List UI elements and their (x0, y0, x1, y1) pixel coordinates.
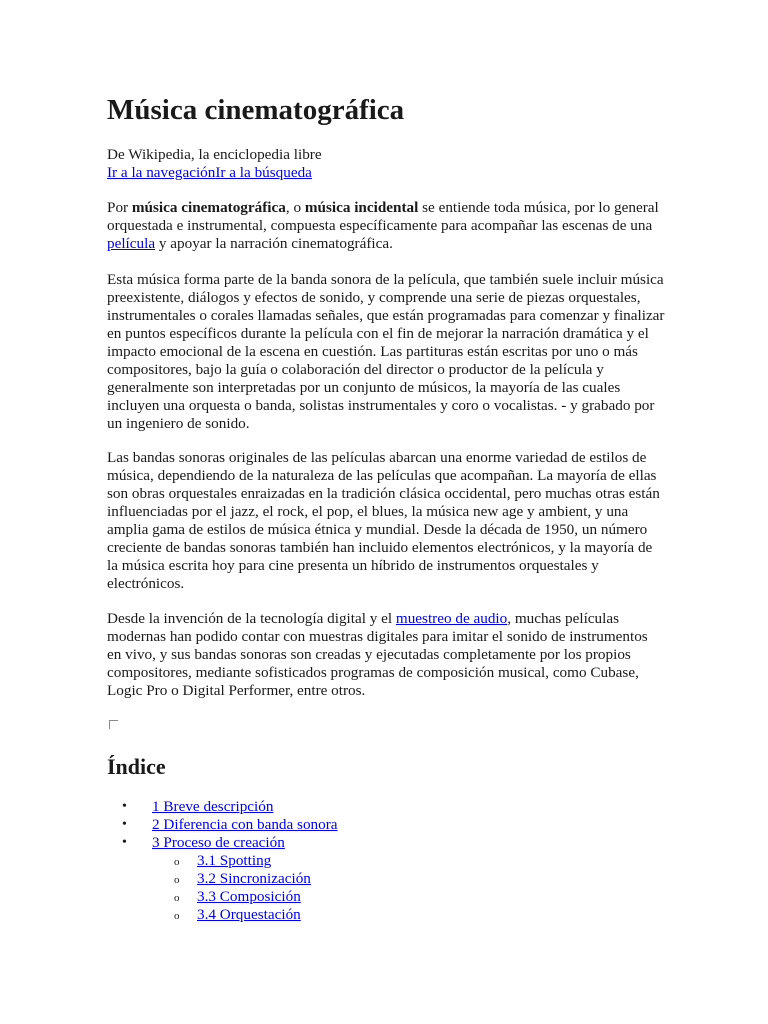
p4-text-2: , muchas películas modernas han podido contar con muestras digitales para imitar el sonido de instrumentos en vivo, y sus bandas sonoras son creadas y ejecutadas completamente por los propios compositores, mediante sofisticados programas de composición musical, como Cubase, Logic Pro o Digital Performer, entre otros. (107, 610, 648, 699)
bullet-icon: • (122, 835, 127, 850)
circle-bullet-icon: o (174, 892, 180, 904)
term-musica-cinematografica: música cinematográfica (131, 199, 286, 216)
bullet-icon: • (122, 817, 127, 832)
toc-toggle-checkbox[interactable] (109, 720, 118, 729)
toc-heading: Índice (107, 754, 166, 779)
site-tagline: De Wikipedia, la enciclopedia libre (107, 146, 322, 163)
muestreo-de-audio-link[interactable]: muestreo de audio (395, 610, 508, 627)
page-title: Música cinematográfica (107, 94, 405, 126)
toc-link-spotting[interactable]: 3.1 Spotting (197, 852, 272, 869)
p1-text-2: , o (285, 199, 305, 216)
paragraph-3: Las bandas sonoras originales de las películas abarcan una enorme variedad de estilos de música, dependiendo de la naturaleza de las películas que acompañan. La mayoría de ellas son obras orquestales enraizadas en la tradición clásica occidental, pero muchas otras están influenciadas por el jazz, el rock, el pop, el blues, la música new age y ambient, y una amplia gama de estilos de música étnica y mundial. Desde la década de 1950, un número creciente de bandas sonoras también han incluido elementos electrónicos, y la mayoría de la música escrita hoy para cine presenta un híbrido de instrumentos orquestales y electrónicos. (107, 449, 660, 592)
p1-text-1: Por (107, 199, 132, 216)
toc-item (107, 816, 338, 834)
paragraph-2: Esta música forma parte de la banda sonora de la película, que también suele incluir música preexistente, diálogos y efectos de sonido, y comprende una serie de piezas orquestales, instrumentales o corales llamadas señales, que están programadas para comenzar y finalizar en puntos específicos durante la película con el fin de mejorar la narración dramática y el impacto emocional de la escena en cuestión. Las partituras están escritas por uno o más compositores, bajo la guía o colaboración del director o productor de la película y generalmente son interpretadas por un conjunto de músicos, la mayoría de las cuales incluyen una orquesta o banda, solistas instrumentales y coro o vocalistas. - y grabado por un ingeniero de sonido. (107, 271, 665, 432)
toc-subitem (152, 870, 338, 888)
paragraph-4 (107, 610, 665, 700)
toc-link-diferencia-banda-sonora[interactable]: 2 Diferencia con banda sonora (152, 816, 338, 833)
jump-to-navigation-link[interactable]: Ir a la navegación (107, 164, 216, 181)
p1-text-4: y apoyar la narración cinematográfica. (155, 235, 393, 252)
toc-subitem (152, 888, 338, 906)
toc-subitem (152, 852, 338, 870)
toc-link-orquestacion[interactable]: 3.4 Orquestación (197, 906, 301, 923)
toc-link-sincronizacion[interactable]: 3.2 Sincronización (197, 870, 311, 887)
circle-bullet-icon: o (174, 874, 180, 886)
jump-to-search-link[interactable]: Ir a la búsqueda (215, 164, 312, 181)
toc-link-proceso-de-creacion[interactable]: 3 Proceso de creación (152, 834, 285, 851)
p4-text-1: Desde la invención de la tecnología digital y el (107, 610, 396, 627)
toc-list (107, 798, 338, 924)
p1-text-3: se entiende toda música, por lo general orquestada e instrumental, compuesta específicamente para acompañar las escenas de una (107, 199, 659, 234)
circle-bullet-icon: o (174, 910, 180, 922)
bullet-icon: • (122, 799, 127, 814)
toc-link-composicion[interactable]: 3.3 Composición (197, 888, 301, 905)
jump-links (107, 164, 312, 182)
toc-item (107, 798, 338, 816)
intro-paragraph (107, 199, 665, 253)
toc-subitem (152, 906, 338, 924)
term-musica-incidental: música incidental (304, 199, 419, 216)
toc-sublist (152, 852, 338, 924)
toc-item (107, 834, 338, 924)
pelicula-link[interactable]: película (107, 235, 156, 252)
toc-link-breve-descripcion[interactable]: 1 Breve descripción (152, 798, 274, 815)
circle-bullet-icon: o (174, 856, 180, 868)
